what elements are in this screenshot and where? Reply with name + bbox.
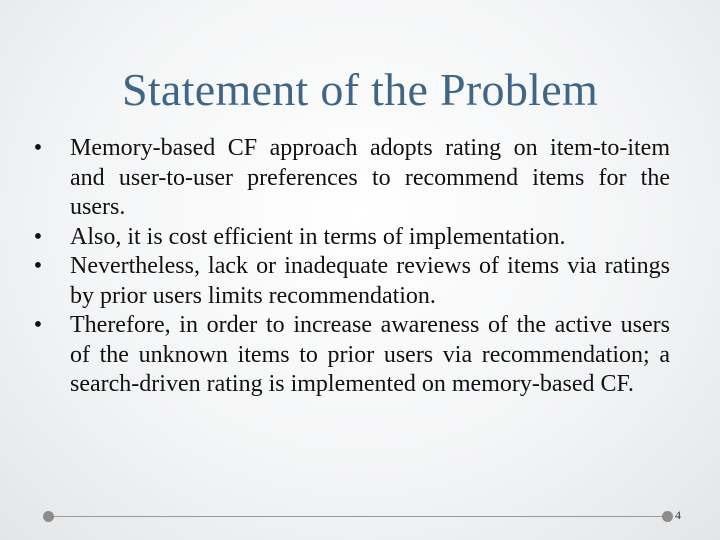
footer-divider: [54, 516, 666, 517]
footer-right-dot: [662, 511, 673, 522]
bullet-item: [28, 252, 670, 311]
footer-left-dot: [43, 511, 54, 522]
bullet-text: Memory-based CF approach adopts rating on item-to-item and user-to-user preferences to recommend items for the users.: [70, 135, 670, 220]
bullet-text: Therefore, in order to increase awareness of the active users of the unknown items to prior users via recommendation; a search-driven rating is implemented on memory-based CF.: [70, 312, 670, 397]
bullet-list: [28, 134, 670, 400]
bullet-text: Also, it is cost efficient in terms of implementation.: [70, 223, 566, 250]
bullet-item: [28, 223, 670, 253]
bullet-item: [28, 134, 670, 223]
bullet-marker: •: [33, 223, 43, 250]
page-number: 4: [675, 508, 681, 522]
slide-title: Statement of the Problem: [121, 64, 599, 115]
bullet-marker: •: [33, 135, 43, 161]
bullet-text: Nevertheless, lack or inadequate reviews of items via ratings by prior users limits recommendation.: [70, 253, 670, 309]
bullet-marker: •: [33, 253, 43, 279]
bullet-marker: •: [33, 312, 43, 338]
bullet-item: [28, 311, 670, 400]
